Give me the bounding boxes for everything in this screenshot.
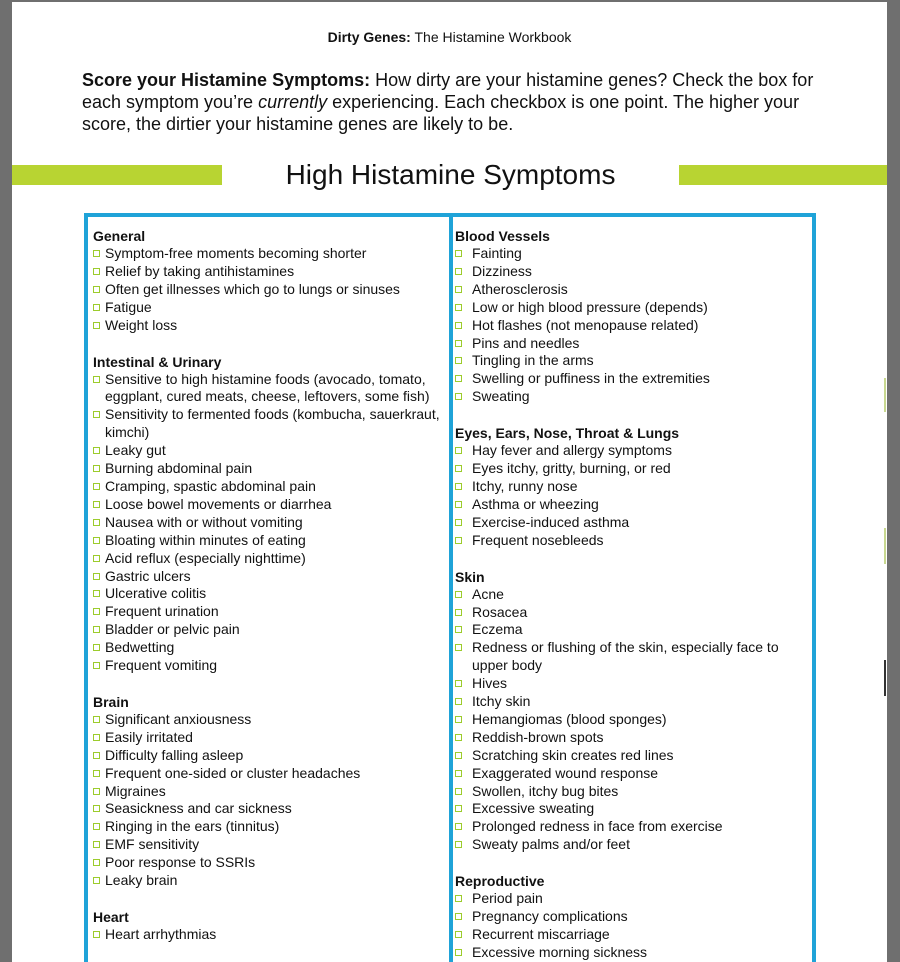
symptom-item xyxy=(455,317,810,335)
symptom-label: Leaky brain xyxy=(105,872,178,889)
symptom-list xyxy=(93,371,443,675)
symptom-label: Weight loss xyxy=(105,316,178,333)
section-brain xyxy=(93,693,443,890)
symptom-item xyxy=(455,281,810,299)
symptom-label: Relief by taking antihistamines xyxy=(105,262,295,279)
section-general xyxy=(93,227,443,335)
symptom-checkbox[interactable] xyxy=(93,841,100,848)
symptom-label: Bloating within minutes of eating xyxy=(105,531,306,548)
book-title: Dirty Genes: xyxy=(327,29,411,45)
intro-emphasis: currently xyxy=(258,92,328,112)
symptom-checkbox[interactable] xyxy=(93,608,100,615)
left-column xyxy=(93,227,443,962)
symptom-label: Reddish-brown spots xyxy=(472,728,604,745)
symptom-checkbox[interactable] xyxy=(455,519,462,526)
symptom-checkbox[interactable] xyxy=(455,304,462,311)
symptom-label: Significant anxiousness xyxy=(105,710,252,727)
symptom-item xyxy=(93,568,443,586)
symptom-label: Frequent urination xyxy=(105,603,219,620)
symptom-label: Nausea with or without vomiting xyxy=(105,513,303,530)
symptom-label: Recurrent miscarriage xyxy=(472,926,610,942)
symptom-label: Sweaty palms and/or feet xyxy=(472,836,630,853)
symptom-label: Fainting xyxy=(472,245,522,261)
symptom-list xyxy=(93,245,443,335)
symptom-checkbox[interactable] xyxy=(93,465,100,472)
symptom-item xyxy=(455,747,810,765)
edge-mark xyxy=(884,378,886,412)
symptom-label: Pins and needles xyxy=(472,334,580,351)
symptom-item xyxy=(93,800,443,818)
symptom-frame xyxy=(84,213,816,962)
symptom-label: Gastric ulcers xyxy=(105,567,191,584)
symptom-item xyxy=(455,442,810,460)
accent-bar-right xyxy=(679,165,887,185)
symptom-item xyxy=(455,460,810,478)
symptom-checkbox[interactable] xyxy=(93,788,100,795)
symptom-item xyxy=(93,818,443,836)
symptom-checkbox[interactable] xyxy=(93,877,100,884)
symptom-checkbox[interactable] xyxy=(455,752,462,759)
symptom-label: Bladder or pelvic pain xyxy=(105,621,240,638)
symptom-label: Poor response to SSRIs xyxy=(105,854,256,871)
symptom-label: Symptom-free moments becoming shorter xyxy=(105,245,367,261)
symptom-item xyxy=(455,926,810,944)
intro-text-after: experiencing. Each checkbox is one point. The higher your score, the dirtier your histamine genes are likely to be. xyxy=(82,92,800,134)
symptom-label: Dizziness xyxy=(472,262,532,279)
symptom-item xyxy=(93,926,443,944)
symptom-checkbox[interactable] xyxy=(93,752,100,759)
symptom-label: Scratching skin creates red lines xyxy=(472,746,674,763)
section-title: Reproductive xyxy=(455,873,545,890)
symptom-label: Redness or flushing of the skin, especially face to upper body xyxy=(472,639,779,674)
symptom-checkbox[interactable] xyxy=(455,698,462,705)
symptom-label: Rosacea xyxy=(472,603,528,620)
symptom-item xyxy=(455,711,810,729)
symptom-checkbox[interactable] xyxy=(93,411,100,418)
symptom-checkbox[interactable] xyxy=(93,268,100,275)
symptom-checkbox[interactable] xyxy=(93,573,100,580)
symptom-checkbox[interactable] xyxy=(455,393,462,400)
symptom-item xyxy=(93,442,443,460)
symptom-label: Bedwetting xyxy=(105,639,175,656)
symptom-item xyxy=(455,765,810,783)
symptom-label: Ulcerative colitis xyxy=(105,585,207,602)
section-title: Skin xyxy=(455,568,485,585)
intro-paragraph xyxy=(82,69,822,135)
symptom-item xyxy=(455,245,810,263)
symptom-checkbox[interactable] xyxy=(455,447,462,454)
symptom-item xyxy=(455,604,810,622)
symptom-item xyxy=(455,693,810,711)
section-title: General xyxy=(93,228,146,244)
symptom-label: Exaggerated wound response xyxy=(472,764,659,781)
page-title: High Histamine Symptoms xyxy=(285,159,616,190)
symptom-label: Difficulty falling asleep xyxy=(105,746,244,763)
symptom-item xyxy=(455,944,810,962)
symptom-item xyxy=(455,478,810,496)
symptom-item xyxy=(93,639,443,657)
symptom-checkbox[interactable] xyxy=(455,286,462,293)
symptom-item xyxy=(93,872,443,890)
symptom-item xyxy=(93,729,443,747)
symptom-label: Acid reflux (especially nighttime) xyxy=(105,549,306,566)
symptom-checkbox[interactable] xyxy=(93,590,100,597)
symptom-checkbox[interactable] xyxy=(93,519,100,526)
symptom-item xyxy=(93,245,443,263)
symptom-list xyxy=(455,586,810,855)
symptom-checkbox[interactable] xyxy=(455,537,462,544)
symptom-item xyxy=(455,352,810,370)
symptom-label: Hay fever and allergy symptoms xyxy=(472,442,672,459)
symptom-item xyxy=(93,478,443,496)
symptom-label: Swelling or puffiness in the extremities xyxy=(472,370,710,387)
right-column xyxy=(455,227,810,962)
symptom-item xyxy=(455,729,810,747)
symptom-label: Often get illnesses which go to lungs or sinuses xyxy=(105,280,400,297)
symptom-item xyxy=(455,621,810,639)
symptom-item xyxy=(455,335,810,353)
symptom-item xyxy=(455,836,810,854)
symptom-checkbox[interactable] xyxy=(93,447,100,454)
symptom-checkbox[interactable] xyxy=(93,823,100,830)
symptom-label: Easily irritated xyxy=(105,728,193,745)
symptom-checkbox[interactable] xyxy=(455,340,462,347)
symptom-label: Exercise-induced asthma xyxy=(472,513,630,530)
symptom-item xyxy=(455,532,810,550)
symptom-checkbox[interactable] xyxy=(455,716,462,723)
symptom-checkbox[interactable] xyxy=(455,501,462,508)
symptom-checkbox[interactable] xyxy=(93,322,100,329)
section-blood-vessels xyxy=(455,227,810,406)
symptom-label: Migraines xyxy=(105,782,166,799)
symptom-label: Hemangiomas (blood sponges) xyxy=(472,710,667,727)
symptom-checkbox[interactable] xyxy=(93,805,100,812)
symptom-label: EMF sensitivity xyxy=(105,836,200,853)
symptom-item xyxy=(455,586,810,604)
symptom-label: Seasickness and car sickness xyxy=(105,800,292,817)
symptom-list xyxy=(93,711,443,890)
symptom-checkbox[interactable] xyxy=(455,268,462,275)
symptom-item xyxy=(455,800,810,818)
symptom-item xyxy=(455,263,810,281)
symptom-item xyxy=(455,639,810,675)
symptom-label: Excessive sweating xyxy=(472,800,595,817)
symptom-checkbox[interactable] xyxy=(455,626,462,633)
running-header xyxy=(12,29,887,45)
symptom-item xyxy=(455,496,810,514)
section-eyes-ears-nose-throat-lungs xyxy=(455,424,810,549)
symptom-list xyxy=(93,926,443,944)
symptom-list xyxy=(455,442,810,549)
symptom-list xyxy=(455,890,810,962)
symptom-checkbox[interactable] xyxy=(455,591,462,598)
symptom-item xyxy=(455,299,810,317)
symptom-checkbox[interactable] xyxy=(455,250,462,257)
symptom-checkbox[interactable] xyxy=(455,949,462,956)
symptom-label: Heart arrhythmias xyxy=(105,926,217,942)
symptom-checkbox[interactable] xyxy=(455,931,462,938)
symptom-checkbox[interactable] xyxy=(455,734,462,741)
symptom-label: Period pain xyxy=(472,890,543,907)
symptom-item xyxy=(93,783,443,801)
symptom-checkbox[interactable] xyxy=(93,644,100,651)
section-title: Brain xyxy=(93,693,129,710)
symptom-label: Hives xyxy=(472,675,508,692)
symptom-checkbox[interactable] xyxy=(93,304,100,311)
symptom-item xyxy=(93,496,443,514)
symptom-label: Sensitive to high histamine foods (avocado, tomato, eggplant, cured meats, cheese, leftovers, some fish) xyxy=(105,370,430,405)
symptom-item xyxy=(455,675,810,693)
symptom-item xyxy=(455,908,810,926)
intro-lead: Score your Histamine Symptoms: xyxy=(82,70,371,90)
symptom-label: Loose bowel movements or diarrhea xyxy=(105,495,332,512)
symptom-label: Swollen, itchy bug bites xyxy=(472,782,619,799)
symptom-checkbox[interactable] xyxy=(455,770,462,777)
symptom-checkbox[interactable] xyxy=(455,322,462,329)
symptom-checkbox[interactable] xyxy=(455,609,462,616)
symptom-checkbox[interactable] xyxy=(93,859,100,866)
column-divider xyxy=(449,217,453,962)
symptom-item xyxy=(93,371,443,407)
symptom-item xyxy=(93,263,443,281)
symptom-checkbox[interactable] xyxy=(93,250,100,257)
symptom-item xyxy=(93,711,443,729)
symptom-label: Frequent one-sided or cluster headaches xyxy=(105,764,361,781)
symptom-label: Ringing in the ears (tinnitus) xyxy=(105,818,280,835)
symptom-checkbox[interactable] xyxy=(93,931,100,938)
symptom-label: Atherosclerosis xyxy=(472,280,568,297)
symptom-label: Frequent nosebleeds xyxy=(472,531,604,548)
symptom-checkbox[interactable] xyxy=(93,286,100,293)
symptom-checkbox[interactable] xyxy=(455,895,462,902)
section-title: Intestinal & Urinary xyxy=(93,353,222,370)
symptom-item xyxy=(455,783,810,801)
symptom-checkbox[interactable] xyxy=(93,376,100,383)
symptom-checkbox[interactable] xyxy=(93,626,100,633)
symptom-checkbox[interactable] xyxy=(93,716,100,723)
symptom-label: Excessive morning sickness xyxy=(472,943,648,960)
section-title: Heart xyxy=(93,909,129,925)
symptom-label: Pregnancy complications xyxy=(472,908,628,925)
symptom-item xyxy=(93,281,443,299)
symptom-checkbox[interactable] xyxy=(455,805,462,812)
section-skin xyxy=(455,568,810,855)
symptom-checkbox[interactable] xyxy=(93,555,100,562)
book-subtitle: The Histamine Workbook xyxy=(414,29,572,45)
symptom-item xyxy=(93,532,443,550)
symptom-checkbox[interactable] xyxy=(455,841,462,848)
symptom-item xyxy=(455,514,810,532)
symptom-item xyxy=(93,765,443,783)
edge-mark xyxy=(884,528,886,564)
symptom-item xyxy=(93,836,443,854)
symptom-label: Prolonged redness in face from exercise xyxy=(472,818,723,835)
symptom-checkbox[interactable] xyxy=(455,788,462,795)
intro-text-before: How dirty are your histamine genes? Check the box for each symptom you’re xyxy=(82,70,814,112)
symptom-label: Eczema xyxy=(472,621,523,638)
symptom-label: Cramping, spastic abdominal pain xyxy=(105,477,316,494)
section-intestinal-urinary xyxy=(93,353,443,675)
symptom-item xyxy=(93,657,443,675)
symptom-checkbox[interactable] xyxy=(93,501,100,508)
symptom-list xyxy=(455,245,810,406)
workbook-page xyxy=(12,2,887,962)
symptom-label: Low or high blood pressure (depends) xyxy=(472,298,708,315)
symptom-item xyxy=(93,550,443,568)
symptom-label: Itchy, runny nose xyxy=(472,477,578,494)
symptom-checkbox[interactable] xyxy=(455,644,462,651)
symptom-label: Sensitivity to fermented foods (kombucha, sauerkraut, kimchi) xyxy=(105,406,440,441)
symptom-checkbox[interactable] xyxy=(455,375,462,382)
symptom-label: Asthma or wheezing xyxy=(472,495,599,512)
symptom-item xyxy=(93,603,443,621)
symptom-item xyxy=(455,890,810,908)
symptom-checkbox[interactable] xyxy=(455,913,462,920)
accent-bar-left xyxy=(12,165,222,185)
symptom-item xyxy=(93,514,443,532)
symptom-item xyxy=(455,388,810,406)
symptom-label: Leaky gut xyxy=(105,442,166,459)
symptom-checkbox[interactable] xyxy=(93,770,100,777)
section-heart xyxy=(93,908,443,944)
symptom-label: Sweating xyxy=(472,388,530,405)
symptom-label: Burning abdominal pain xyxy=(105,460,253,477)
symptom-checkbox[interactable] xyxy=(93,483,100,490)
symptom-item xyxy=(93,460,443,478)
symptom-checkbox[interactable] xyxy=(455,483,462,490)
symptom-item xyxy=(93,854,443,872)
symptom-label: Fatigue xyxy=(105,298,152,315)
symptom-checkbox[interactable] xyxy=(455,357,462,364)
symptom-label: Eyes itchy, gritty, burning, or red xyxy=(472,460,671,477)
symptom-checkbox[interactable] xyxy=(455,680,462,687)
symptom-checkbox[interactable] xyxy=(93,734,100,741)
symptom-checkbox[interactable] xyxy=(455,465,462,472)
symptom-item xyxy=(93,747,443,765)
section-reproductive xyxy=(455,872,810,962)
section-title: Eyes, Ears, Nose, Throat & Lungs xyxy=(455,425,680,442)
symptom-item xyxy=(93,317,443,335)
symptom-label: Hot flashes (not menopause related) xyxy=(472,316,699,333)
symptom-item xyxy=(93,406,443,442)
symptom-item xyxy=(455,370,810,388)
section-title: Blood Vessels xyxy=(455,228,550,244)
symptom-checkbox[interactable] xyxy=(93,537,100,544)
symptom-item xyxy=(93,621,443,639)
symptom-item xyxy=(93,585,443,603)
edge-mark xyxy=(884,660,886,696)
symptom-label: Acne xyxy=(472,585,504,602)
symptom-label: Tingling in the arms xyxy=(472,352,594,369)
symptom-checkbox[interactable] xyxy=(93,662,100,669)
symptom-label: Itchy skin xyxy=(472,693,531,710)
title-band xyxy=(12,158,887,194)
symptom-item xyxy=(93,299,443,317)
symptom-checkbox[interactable] xyxy=(455,823,462,830)
symptom-item xyxy=(455,818,810,836)
symptom-label: Frequent vomiting xyxy=(105,657,218,674)
